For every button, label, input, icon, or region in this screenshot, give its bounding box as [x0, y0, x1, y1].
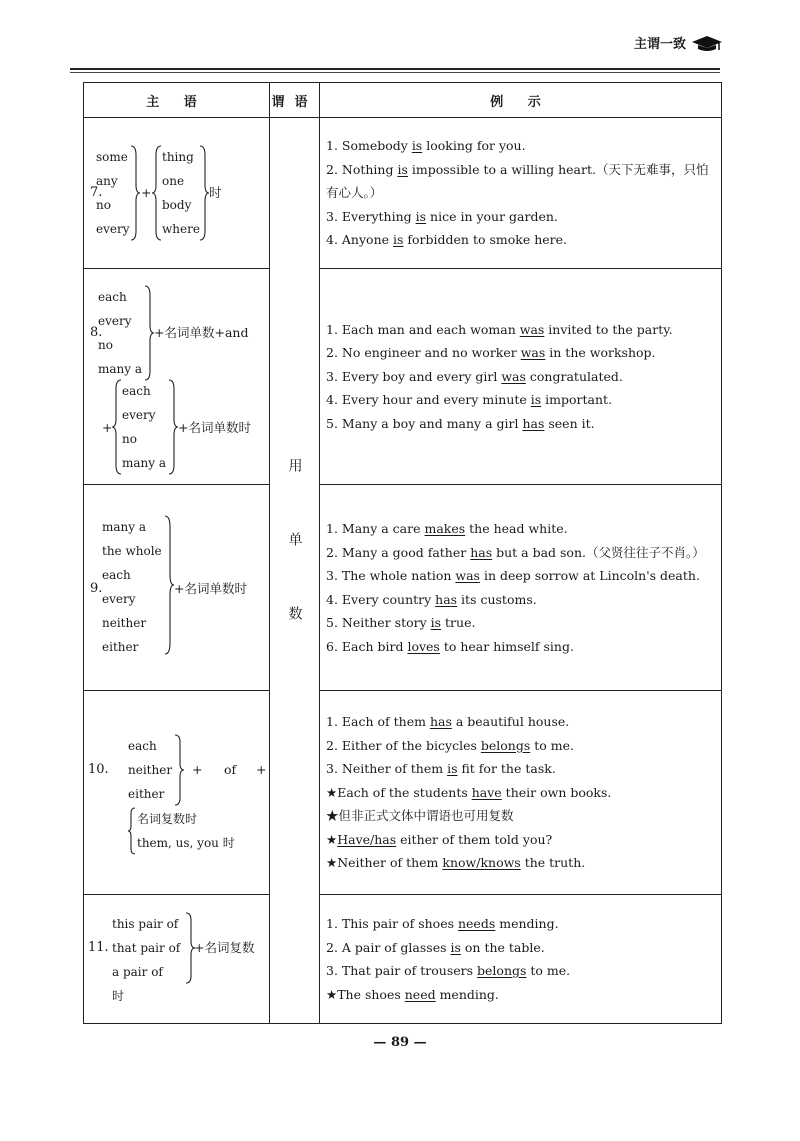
underlined-verb: is: [530, 392, 542, 408]
list-item: every: [96, 222, 130, 236]
left-brace-icon: [152, 145, 162, 241]
example-text: to me.: [530, 737, 574, 753]
list-item: no: [96, 198, 111, 212]
underlined-verb: is: [411, 138, 423, 154]
example-line: [326, 134, 713, 158]
underlined-verb: needs: [457, 916, 496, 931]
example-text: 3. That pair of trousers: [326, 963, 478, 978]
example-line: [326, 181, 713, 205]
example-text: mending.: [495, 916, 559, 931]
list-item: every: [102, 592, 136, 606]
example-line: [326, 851, 713, 875]
example-cell-8: [320, 269, 722, 485]
list-item: the whole: [102, 544, 162, 558]
example-line: [326, 318, 713, 342]
list-item: 时: [112, 989, 125, 1003]
example-text: invited to the party.: [544, 321, 673, 337]
list-item: thing: [162, 150, 194, 164]
example-text: 2. Many a good father: [326, 544, 471, 560]
example-line: [326, 757, 713, 781]
example-line: [326, 588, 713, 612]
list-item: body: [162, 198, 192, 212]
example-text: 2. A pair of glasses: [326, 939, 451, 955]
table-row: [84, 691, 722, 895]
list-item: no: [122, 432, 137, 446]
example-cell-10: [320, 691, 722, 895]
example-text: 6. Each bird: [326, 638, 408, 654]
example-text: 1. Somebody: [326, 138, 412, 154]
underlined-verb: makes: [424, 521, 466, 536]
example-text: the truth.: [520, 855, 586, 871]
word-list: [102, 515, 162, 659]
example-cell-9: [320, 485, 722, 691]
example-list: [326, 517, 713, 658]
list-item: where: [162, 222, 200, 236]
underlined-verb: is: [447, 761, 458, 777]
example-line: [326, 388, 713, 412]
example-text: ★The shoes: [326, 986, 405, 1002]
underlined-verb: was: [501, 368, 526, 384]
example-line: [326, 710, 713, 734]
example-line: [326, 959, 713, 983]
underlined-verb: has: [435, 591, 458, 607]
example-line: [326, 564, 713, 588]
list-item: every: [98, 314, 132, 328]
example-text: its customs.: [457, 591, 537, 607]
list-item: each: [128, 739, 157, 753]
example-text: 2. No engineer and no worker: [326, 345, 521, 361]
example-text: 有心人。）: [326, 185, 383, 201]
example-line: [326, 365, 713, 389]
example-text: 2. Either of the bicycles: [326, 737, 481, 753]
predicate-text: 用单数: [286, 457, 303, 680]
list-item: a pair of: [112, 965, 163, 979]
header-predicate: 谓语: [270, 83, 320, 118]
example-text: true.: [441, 615, 476, 630]
example-line: [326, 228, 713, 252]
underlined-verb: is: [415, 208, 427, 224]
table-header-row: [84, 83, 722, 118]
example-text: 1. This pair of shoes: [326, 916, 458, 931]
underlined-verb: was: [519, 321, 545, 337]
table-row: [84, 118, 722, 269]
example-text: either of them told you?: [396, 831, 553, 847]
list-item: any: [96, 174, 118, 188]
underlined-verb: need: [404, 986, 436, 1002]
example-text: 5. Neither story: [326, 615, 431, 630]
example-line: [326, 158, 713, 182]
list-item: some: [96, 150, 128, 164]
page-number: — 89 —: [373, 1035, 427, 1050]
example-text: in the workshop.: [545, 345, 656, 361]
underlined-verb: loves: [407, 638, 440, 654]
underlined-verb: is: [397, 161, 408, 177]
list-item: each: [102, 568, 131, 582]
underlined-verb: belongs: [477, 963, 527, 978]
example-line: [326, 412, 713, 436]
example-line: [326, 611, 713, 635]
list-item: this pair of: [112, 917, 179, 931]
underlined-verb: is: [450, 939, 461, 955]
subject-tail: +名词单数时: [174, 581, 247, 596]
underlined-verb: is: [430, 615, 442, 630]
example-text: fit for the task.: [457, 761, 556, 777]
table-row: [84, 895, 722, 1024]
example-text: 1. Each man and each woman: [326, 321, 520, 337]
example-text: impossible to a willing heart.（天下无难事，只怕: [407, 161, 709, 177]
example-text: ★Neither of them: [326, 855, 443, 871]
row-number: 9.: [90, 581, 103, 596]
underlined-verb: has: [429, 714, 452, 730]
row-number: 10.: [88, 762, 109, 777]
example-line: [326, 828, 713, 852]
example-text: 1. Each of them: [326, 714, 430, 730]
row-number: 7.: [90, 185, 103, 200]
right-brace-icon: [174, 734, 184, 806]
subject-tail: +名词复数: [194, 940, 255, 955]
of-word: of: [224, 762, 237, 777]
example-text: important.: [541, 392, 613, 408]
example-list: [326, 134, 713, 252]
example-text: to me.: [526, 963, 571, 978]
example-cell-11: [320, 895, 722, 1024]
example-text: 2. Nothing: [326, 161, 398, 177]
header-rule: [70, 68, 720, 70]
word-list: [122, 379, 166, 475]
word-list: [137, 807, 235, 855]
example-line: [326, 936, 713, 960]
example-line: [326, 781, 713, 805]
example-text: ★Each of the students: [326, 784, 472, 800]
list-item: neither: [102, 616, 147, 630]
example-list: [326, 912, 713, 1006]
example-text: looking for you.: [422, 138, 526, 154]
list-item: many a: [98, 362, 143, 376]
example-text: their own books.: [501, 784, 612, 800]
example-text: 3. The whole nation: [326, 568, 456, 583]
example-text: congratulated.: [525, 368, 623, 384]
underlined-verb: know/knows: [442, 855, 521, 871]
word-list: [128, 734, 172, 806]
list-item: either: [102, 640, 139, 654]
example-text: but a bad son.（父贤往往子不肖。）: [492, 544, 705, 560]
example-text: 3. Neither of them: [326, 761, 448, 777]
example-line: [326, 983, 713, 1007]
underlined-verb: has: [522, 415, 545, 431]
example-text: in deep sorrow at Lincoln's death.: [479, 568, 700, 583]
word-list: [112, 912, 180, 1008]
list-item: each: [122, 384, 151, 398]
right-brace-icon: [199, 145, 209, 241]
subject-cell-8: [84, 269, 270, 485]
underlined-verb: Have/has: [337, 831, 397, 847]
example-text: a beautiful house.: [451, 714, 570, 730]
example-text: on the table.: [460, 939, 545, 955]
right-brace-icon: [164, 515, 174, 655]
example-line: [326, 205, 713, 229]
graduation-cap-icon: [690, 34, 724, 52]
example-line: [326, 912, 713, 936]
example-list: [326, 318, 713, 436]
example-text: 4. Every hour and every minute: [326, 392, 531, 408]
example-text: 3. Everything: [326, 208, 416, 224]
example-line: [326, 635, 713, 659]
predicate-cell: [270, 118, 320, 1024]
subject-cell-9: [84, 485, 270, 691]
underlined-verb: have: [471, 784, 502, 800]
list-item: no: [98, 338, 113, 352]
example-text: 5. Many a boy and many a girl: [326, 415, 523, 431]
left-brace-icon: [128, 807, 136, 855]
header-subject: 主 语: [84, 83, 270, 118]
example-text: the head white.: [465, 521, 568, 536]
example-text: 4. Every country: [326, 591, 436, 607]
example-text: ★但非正式文体中谓语也可用复数: [326, 808, 514, 824]
subject-cell-7: [84, 118, 270, 269]
list-item: many a: [122, 456, 167, 470]
right-brace-icon: [144, 285, 154, 381]
example-line: [326, 541, 713, 565]
header-title: [634, 33, 724, 52]
subject-cell-11: [84, 895, 270, 1024]
left-brace-icon: [112, 379, 122, 475]
example-text: mending.: [435, 986, 499, 1002]
example-list: [326, 710, 713, 875]
example-cell-7: [320, 118, 722, 269]
underlined-verb: has: [470, 544, 493, 560]
list-item: that pair of: [112, 941, 181, 955]
word-list: [98, 285, 142, 381]
example-line: [326, 734, 713, 758]
list-item: 名词复数时: [137, 812, 198, 826]
list-item: many a: [102, 520, 147, 534]
plus-sign: +: [256, 762, 267, 777]
subject-cell-10: [84, 691, 270, 895]
row-number: 11.: [88, 940, 109, 955]
example-line: [326, 517, 713, 541]
plus-sign: +: [192, 762, 203, 777]
grammar-table: [83, 82, 722, 1024]
underlined-verb: is: [393, 232, 404, 248]
table-row: [84, 269, 722, 485]
table-row: [84, 485, 722, 691]
example-text: 1. Many a care: [326, 521, 425, 536]
list-item: every: [122, 408, 156, 422]
right-brace-icon: [130, 145, 140, 241]
underlined-verb: was: [520, 345, 546, 361]
right-brace-icon: [168, 379, 178, 475]
word-list: [162, 145, 200, 241]
plus-sign: +: [102, 420, 113, 435]
example-text: to hear himself sing.: [439, 638, 574, 654]
example-line: [326, 804, 713, 828]
example-line: [326, 341, 713, 365]
subject-tail: +名词单数时: [178, 420, 251, 435]
underlined-verb: belongs: [480, 737, 531, 753]
row-number: 8.: [90, 325, 103, 340]
header-example: 例 示: [320, 83, 722, 118]
list-item: them, us, you 时: [137, 836, 235, 850]
header-title-text: 主谓一致: [634, 37, 687, 52]
example-text: seen it.: [544, 415, 595, 431]
example-text: 3. Every boy and every girl: [326, 368, 502, 384]
list-item: either: [128, 787, 165, 801]
example-text: 4. Anyone: [326, 232, 393, 248]
list-item: each: [98, 290, 127, 304]
plus-sign: +: [141, 185, 152, 200]
example-text: nice in your garden.: [426, 208, 558, 224]
list-item: neither: [128, 763, 173, 777]
underlined-verb: was: [455, 568, 480, 583]
header-rule-thin: [70, 72, 720, 73]
example-text: forbidden to smoke here.: [403, 232, 568, 248]
list-item: one: [162, 174, 185, 188]
subject-tail: +名词单数+and: [154, 325, 249, 340]
subject-tail: 时: [209, 185, 222, 200]
word-list: [96, 145, 130, 241]
example-text: ★: [326, 831, 338, 847]
